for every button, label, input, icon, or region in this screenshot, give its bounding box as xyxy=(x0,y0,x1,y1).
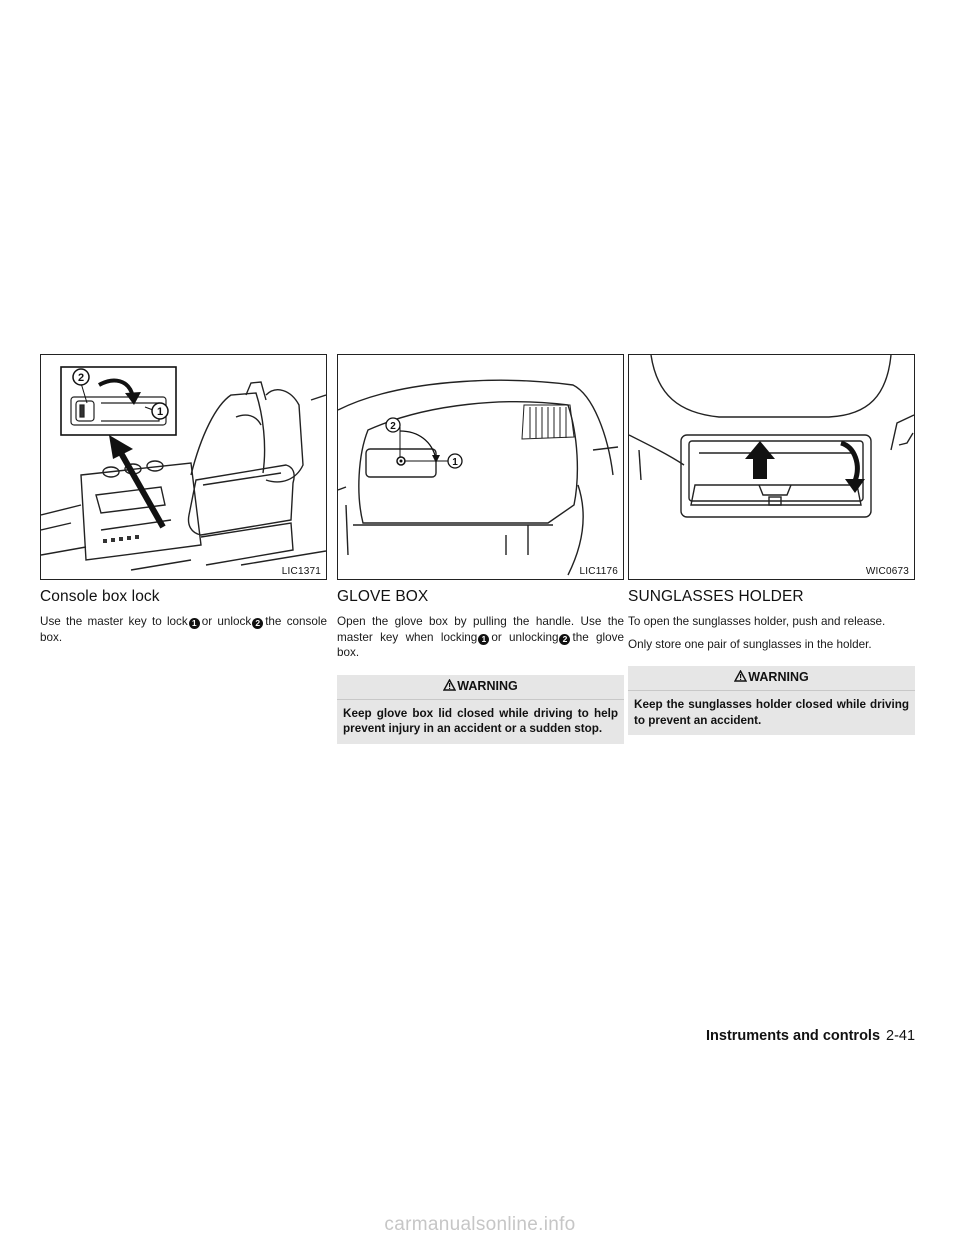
section-sunglasses-holder xyxy=(628,354,915,735)
warning-header xyxy=(337,675,624,700)
section-console-box-lock xyxy=(40,354,327,652)
marker-1-icon: 1 xyxy=(478,634,489,645)
section-glove-box xyxy=(337,354,624,744)
warning-text: Keep glove box lid closed while driving to help prevent injury in an accident or a sudden stop. xyxy=(343,706,618,735)
console-box-illustration xyxy=(41,355,326,579)
section-heading: GLOVE BOX xyxy=(337,588,429,605)
footer-section-title: Instruments and controls xyxy=(706,1028,881,1044)
warning-text: Keep the sunglasses holder closed while driving to prevent an accident. xyxy=(634,698,909,727)
section-body: Use the master key to lock 1 or unlock 2 the console box. xyxy=(40,615,327,644)
marker-1-icon: 1 xyxy=(189,618,200,629)
figure-label-1: 1 xyxy=(452,457,458,468)
figure-console-box xyxy=(40,354,327,580)
section-paragraph: Only store one pair of sunglasses in the holder. xyxy=(628,637,872,651)
figure-code: LIC1371 xyxy=(281,566,321,577)
section-heading: Console box lock xyxy=(40,588,160,605)
figure-glove-box xyxy=(337,354,624,580)
warning-title: WARNING xyxy=(457,678,518,693)
page-footer xyxy=(706,1028,915,1044)
figure-code: WIC0673 xyxy=(865,566,909,577)
section-heading: SUNGLASSES HOLDER xyxy=(628,588,804,605)
warning-box xyxy=(337,675,624,744)
section-paragraph: To open the sunglasses holder, push and release. xyxy=(628,615,886,628)
sunglasses-holder-illustration xyxy=(629,355,914,579)
section-body: Open the glove box by pulling the handle. Use the master key when locking 1 or unlocking 2 the glove box. xyxy=(337,615,624,659)
warning-triangle-icon xyxy=(734,670,747,682)
warning-box xyxy=(628,666,915,735)
warning-triangle-icon xyxy=(443,679,456,691)
marker-2-icon: 2 xyxy=(252,618,263,629)
figure-label-2: 2 xyxy=(390,421,396,432)
figure-sunglasses-holder xyxy=(628,354,915,580)
figure-code: LIC1176 xyxy=(579,566,618,577)
figure-label-2: 2 xyxy=(77,372,85,384)
glove-box-illustration xyxy=(338,355,623,579)
watermark: carmanualsonline.info xyxy=(384,1214,576,1235)
marker-2-icon: 2 xyxy=(559,634,570,645)
warning-title: WARNING xyxy=(748,670,809,684)
figure-label-1: 1 xyxy=(156,406,164,418)
page-number: 2-41 xyxy=(886,1028,916,1044)
warning-header xyxy=(628,666,915,691)
